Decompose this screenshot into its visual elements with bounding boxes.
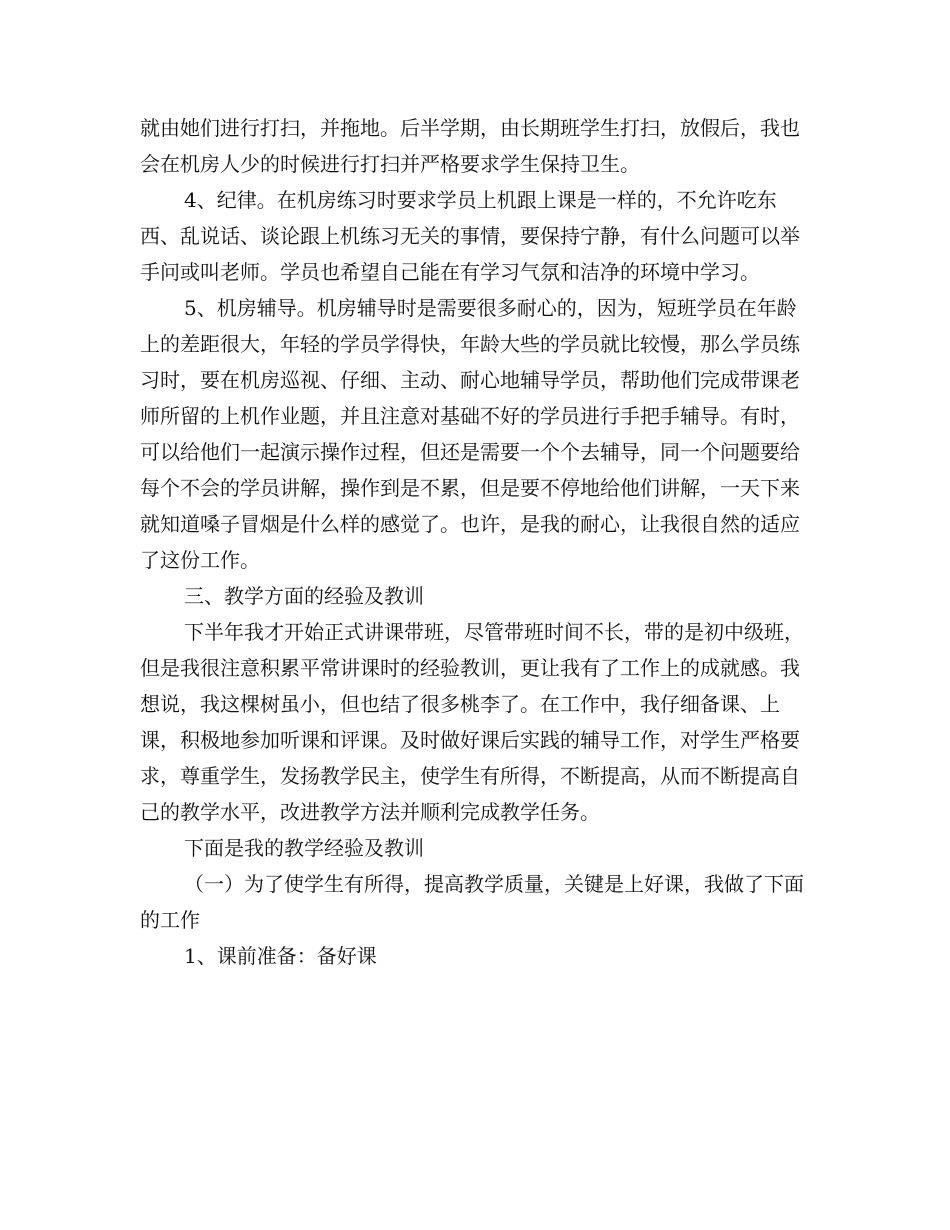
paragraph-cleaning-continued: 就由她们进行打扫，并拖地。后半学期，由长期班学生打扫，放假后，我也会在机房人少的时候进行打扫并严格要求学生保持卫生。 [140,116,800,176]
section-heading-teaching-experience: 三、教学方面的经验及教训 [184,584,424,608]
paragraph-lab-tutoring: 5、机房辅导。机房辅导时是需要很多耐心的，因为，短班学员在年龄上的差距很大，年轻的学员学得快，年龄大些的学员就比较慢，那么学员练习时，要在机房巡视、仔细、主动、耐心地辅导学员，帮助他们完成带课老师所留的上机作业题，并且注意对基础不好的学员进行手把手辅导。有时，可以给他们一起演示操作过程，但还是需要一个个去辅导，同一个问题要给每个不会的学员讲解，操作到是不累，但是要不停地给他们讲解，一天下来就知道嗓子冒烟是什么样的感觉了。也许，是我的耐心，让我很自然的适应了这份工作。 [140,296,800,572]
paragraph-discipline: 4、纪律。在机房练习时要求学员上机跟上课是一样的，不允许吃东西、乱说话、谈论跟上机练习无关的事情，要保持宁静，有什么问题可以举手问或叫老师。学员也希望自己能在有学习气氛和洁净的环境中学习。 [140,188,800,284]
paragraph-teaching-summary: 下半年我才开始正式讲课带班，尽管带班时间不长，带的是初中级班，但是我很注意积累平常讲课时的经验教训，更让我有了工作上的成就感。我想说，我这棵树虽小，但也结了很多桃李了。在工作中，我仔细备课、上课，积极地参加听课和评课。及时做好课后实践的辅导工作，对学生严格要求，尊重学生，发扬教学民主，使学生有所得，不断提高，从而不断提高自己的教学水平，改进教学方法并顺利完成教学任务。 [140,620,804,824]
subheading-part-one: （一）为了使学生有所得，提高教学质量，关键是上好课，我做了下面的工作 [140,872,804,932]
item-lesson-preparation: 1、课前准备：备好课 [184,944,377,968]
paragraph-experience-intro: 下面是我的教学经验及教训 [184,836,424,860]
document-body [140,110,810,974]
